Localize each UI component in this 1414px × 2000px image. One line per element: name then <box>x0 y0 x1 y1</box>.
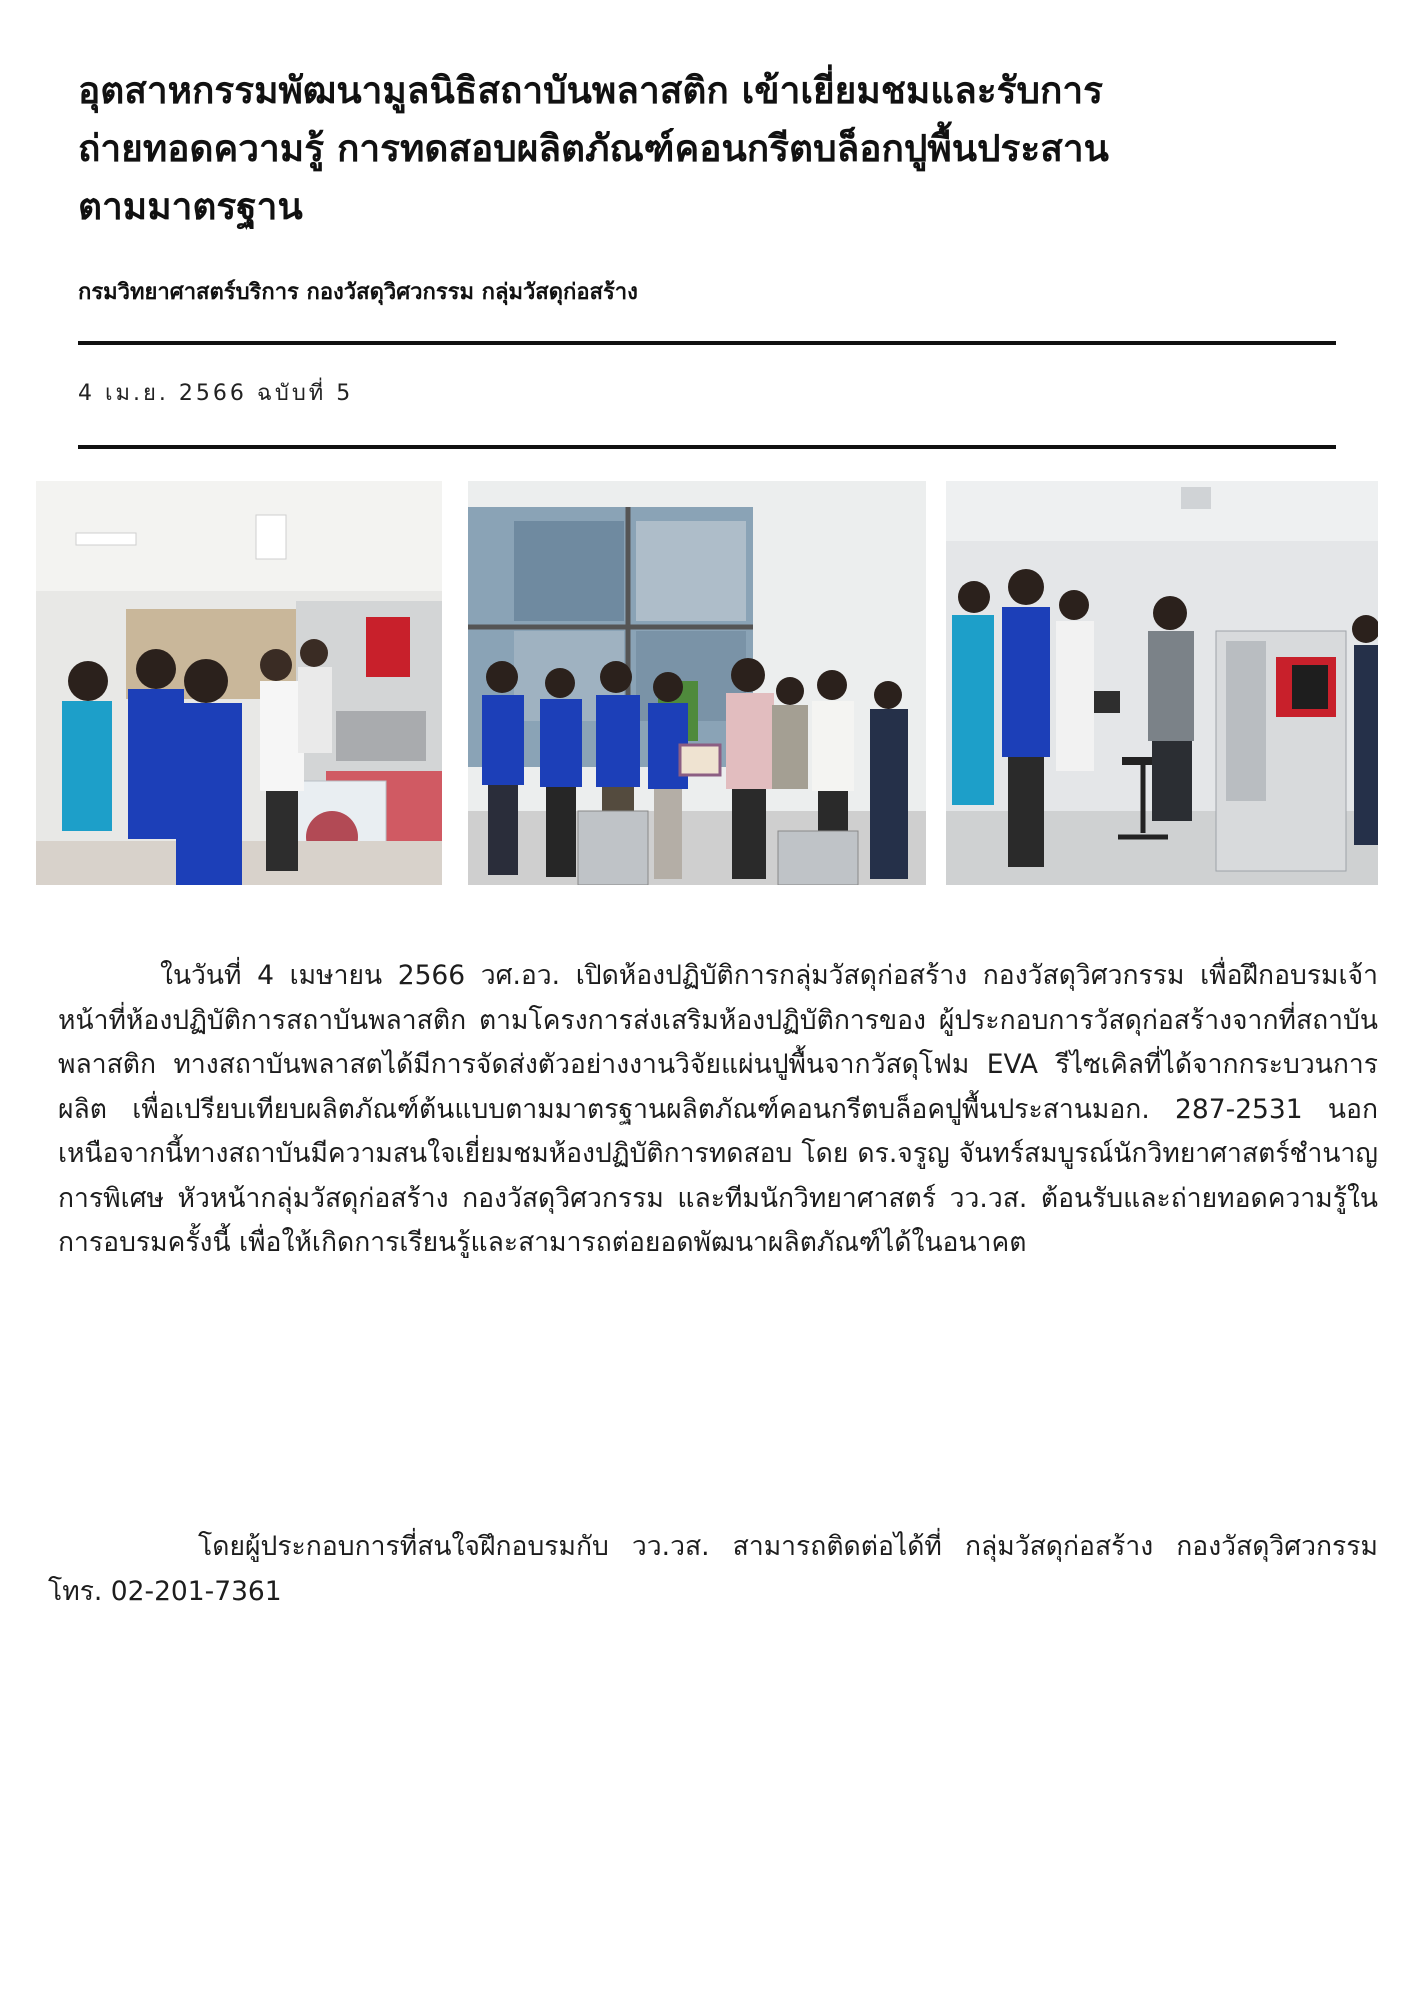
department-line: กรมวิทยาศาสตร์บริการ กองวัสดุวิศวกรรม กลุ่มวัสดุก่อสร้าง <box>78 280 638 305</box>
article-headline <box>78 62 1338 236</box>
body-paragraph-1: ในวันที่ 4 เมษายน 2566 วศ.อว. เปิดห้องปฏิบัติการกลุ่มวัสดุก่อสร้าง กองวัสดุวิศวกรรม เพื่อฝึกอบรมเจ้าหน้าที่ห้องปฏิบัติการสถาบันพลาสติก ตามโครงการส่งเสริมห้องปฏิบัติการของ ผู้ประกอบการวัสดุก่อสร้างจากที่สถาบันพลาสติก ทางสถาบันพลาสตได้มีการจัดส่งตัวอย่างงานวิจัยแผ่นปูพื้นจากวัสดุโฟม EVA รีไซเคิลที่ได้จากกระบวนการผลิต เพื่อเปรียบเทียบผลิตภัณฑ์ต้นแบบตามมาตรฐานผลิตภัณฑ์คอนกรีตบล็อคปูพื้นประสานมอก. 287-2531 นอกเหนือจากนี้ทางสถาบันมีความสนใจเยี่ยมชมห้องปฏิบัติการทดสอบ โดย ดร.จรูญ จันทร์สมบูรณ์นักวิทยาศาสตร์ชำนาญการพิเศษ หัวหน้ากลุ่มวัสดุก่อสร้าง กองวัสดุวิศวกรรม และทีมนักวิทยาศาสตร์ วว.วส. ต้อนรับและถ่ายทอดความรู้ในการอบรมครั้งนี้ เพื่อให้เกิดการเรียนรู้และสามารถต่อยอดพัฒนาผลิตภัณฑ์ได้ในอนาคต <box>58 960 1378 1258</box>
bottom-divider <box>78 445 1336 449</box>
headline-line-2: ถ่ายทอดความรู้ การทดสอบผลิตภัณฑ์คอนกรีตบล็อกปูพื้นประสาน <box>78 127 1109 170</box>
headline-line-3: ตามมาตรฐาน <box>78 185 303 228</box>
body-paragraph-2: โดยผู้ประกอบการที่สนใจฝึกอบรมกับ วว.วส. สามารถติดต่อได้ที่ กลุ่มวัสดุก่อสร้าง กองวัสดุวิศวกรรม โทร. 02-201-7361 <box>48 1531 1378 1607</box>
top-divider <box>78 341 1336 345</box>
photo-testing-machine <box>946 481 1378 885</box>
photo-group-handover <box>468 481 926 885</box>
issue-date-line: 4 เม.ย. 2566 ฉบับที่ 5 <box>78 381 354 406</box>
headline-line-1: อุตสาหกรรมพัฒนามูลนิธิสถาบันพลาสติก เข้าเยี่ยมชมและรับการ <box>78 69 1104 112</box>
photo-lab-demonstration <box>36 481 442 885</box>
